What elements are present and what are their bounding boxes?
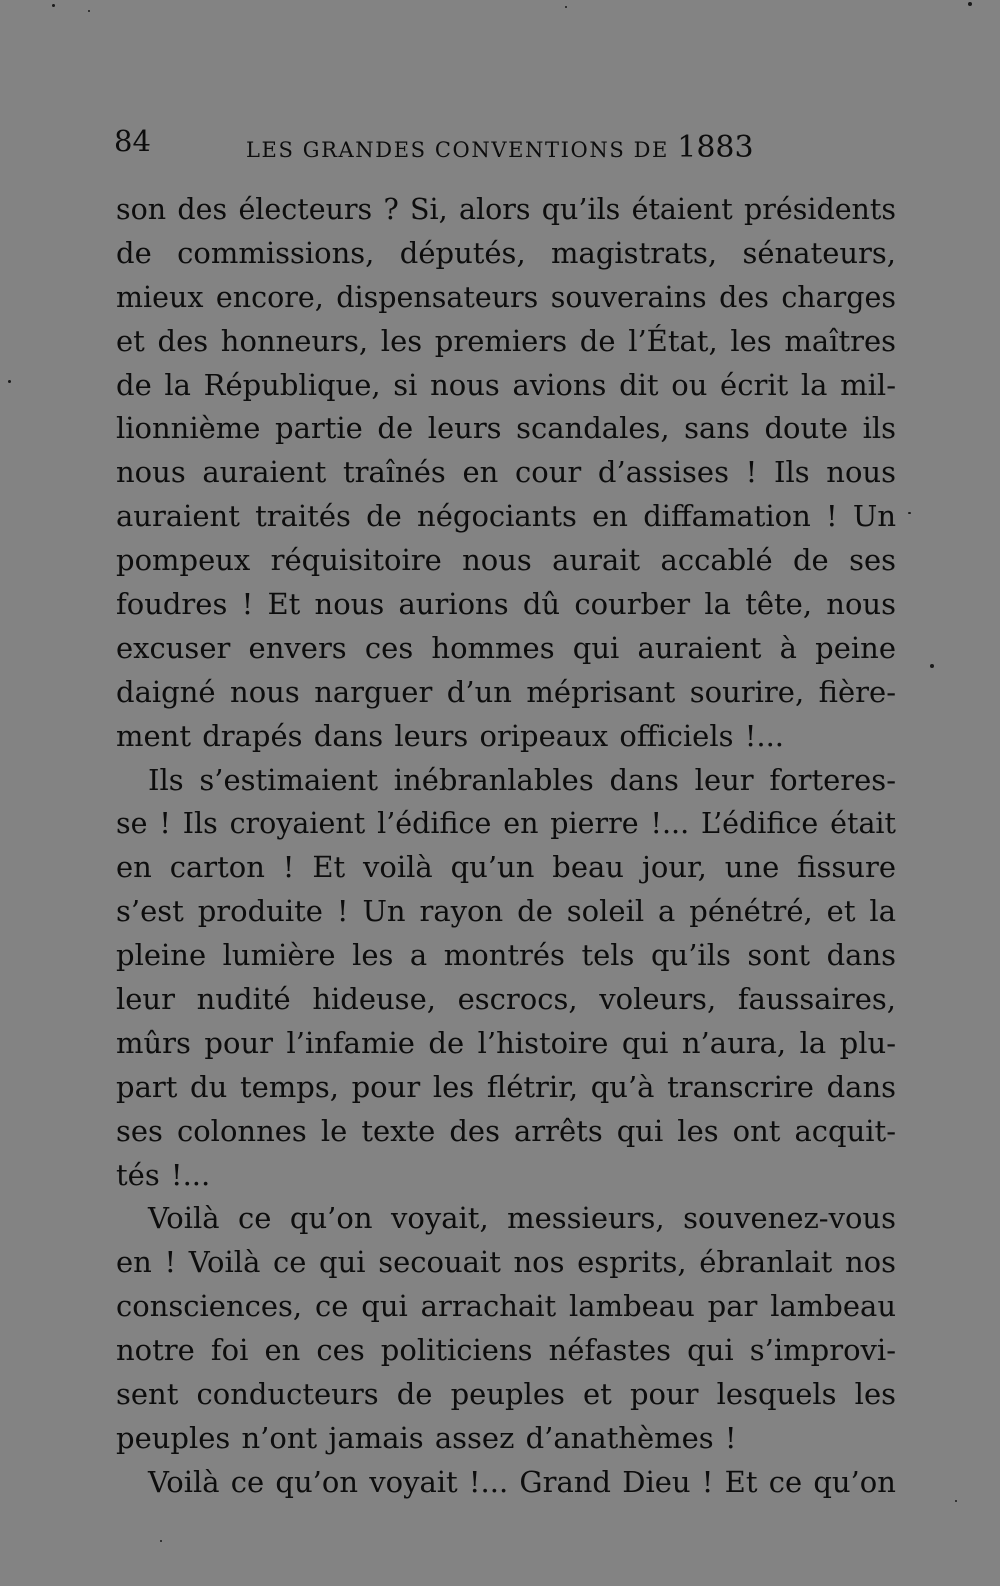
text-line: et des honneurs, les premiers de l’État, les maîtres	[116, 323, 896, 358]
body-text	[116, 188, 896, 1505]
scan-speck	[160, 1540, 162, 1542]
scan-speck	[955, 1500, 957, 1502]
text-line: sent conducteurs de peuples et pour lesquels les	[116, 1377, 896, 1412]
scan-speck	[52, 4, 55, 7]
running-title	[246, 130, 754, 165]
text-line: Ils s’estimaient inébranlables dans leur forteres-	[148, 762, 896, 797]
text-line: peuples n’ont jamais assez d’anathèmes !	[116, 1420, 737, 1455]
scan-speck	[930, 664, 934, 668]
text-line: foudres ! Et nous aurions dû courber la tête, nous	[116, 587, 896, 622]
text-line: mieux encore, dispensateurs souverains des charges	[116, 280, 896, 314]
page-header	[114, 118, 774, 168]
text-line: s’est produite ! Un rayon de soleil a pénétré, et la	[116, 894, 896, 929]
text-line: notre foi en ces politiciens néfastes qui s’improvi-	[116, 1333, 896, 1368]
text-line: tés !...	[116, 1157, 211, 1192]
text-line: ment drapés dans leurs oripeaux officiels !...	[116, 718, 785, 753]
text-line: Voilà ce qu’on voyait, messieurs, souvenez-vous	[148, 1201, 896, 1236]
text-line: mûrs pour l’infamie de l’histoire qui n’aura, la plu-	[116, 1025, 896, 1060]
text-line: consciences, ce qui arrachait lambeau par lambeau	[116, 1289, 896, 1324]
text-line: de commissions, députés, magistrats, sénateurs,	[116, 235, 896, 270]
text-line: daigné nous narguer d’un méprisant sourire, fière-	[116, 674, 896, 709]
text-line: pleine lumière les a montrés tels qu’ils sont dans	[116, 938, 896, 973]
text-line: nous auraient traînés en cour d’assises ! Ils nous	[116, 455, 896, 490]
text-line: de la République, si nous avions dit ou écrit la mil-	[116, 367, 896, 402]
scan-speck	[968, 2, 972, 6]
page-number: 84	[114, 124, 151, 158]
running-title-year: 1883	[677, 130, 754, 165]
scan-speck	[8, 380, 11, 383]
text-line: se ! Ils croyaient l’édifice en pierre !... L’édifice était	[116, 807, 896, 841]
text-line: lionnième partie de leurs scandales, sans doute ils	[116, 411, 896, 446]
text-line: part du temps, pour les flétrir, qu’à transcrire dans	[116, 1069, 896, 1104]
text-line: en carton ! Et voilà qu’un beau jour, une fissure	[116, 850, 896, 885]
text-line: auraient traités de négociants en diffamation ! Un	[116, 499, 896, 534]
text-line: excuser envers ces hommes qui auraient à peine	[116, 630, 896, 665]
scan-speck	[565, 6, 567, 8]
scan-speck	[908, 512, 911, 514]
scan-speck	[88, 10, 90, 12]
text-line: leur nudité hideuse, escrocs, voleurs, faussaires,	[116, 982, 896, 1017]
running-title-text: LES GRANDES CONVENTIONS DE	[246, 138, 669, 162]
text-line: Voilà ce qu’on voyait !... Grand Dieu ! Et ce qu’on	[148, 1464, 896, 1499]
text-line: ses colonnes le texte des arrêts qui les ont acquit-	[116, 1113, 896, 1148]
text-line: pompeux réquisitoire nous aurait accablé de ses	[116, 543, 896, 578]
text-line: son des électeurs ? Si, alors qu’ils étaient présidents	[116, 193, 896, 226]
text-line: en ! Voilà ce qui secouait nos esprits, ébranlait nos	[116, 1245, 896, 1280]
